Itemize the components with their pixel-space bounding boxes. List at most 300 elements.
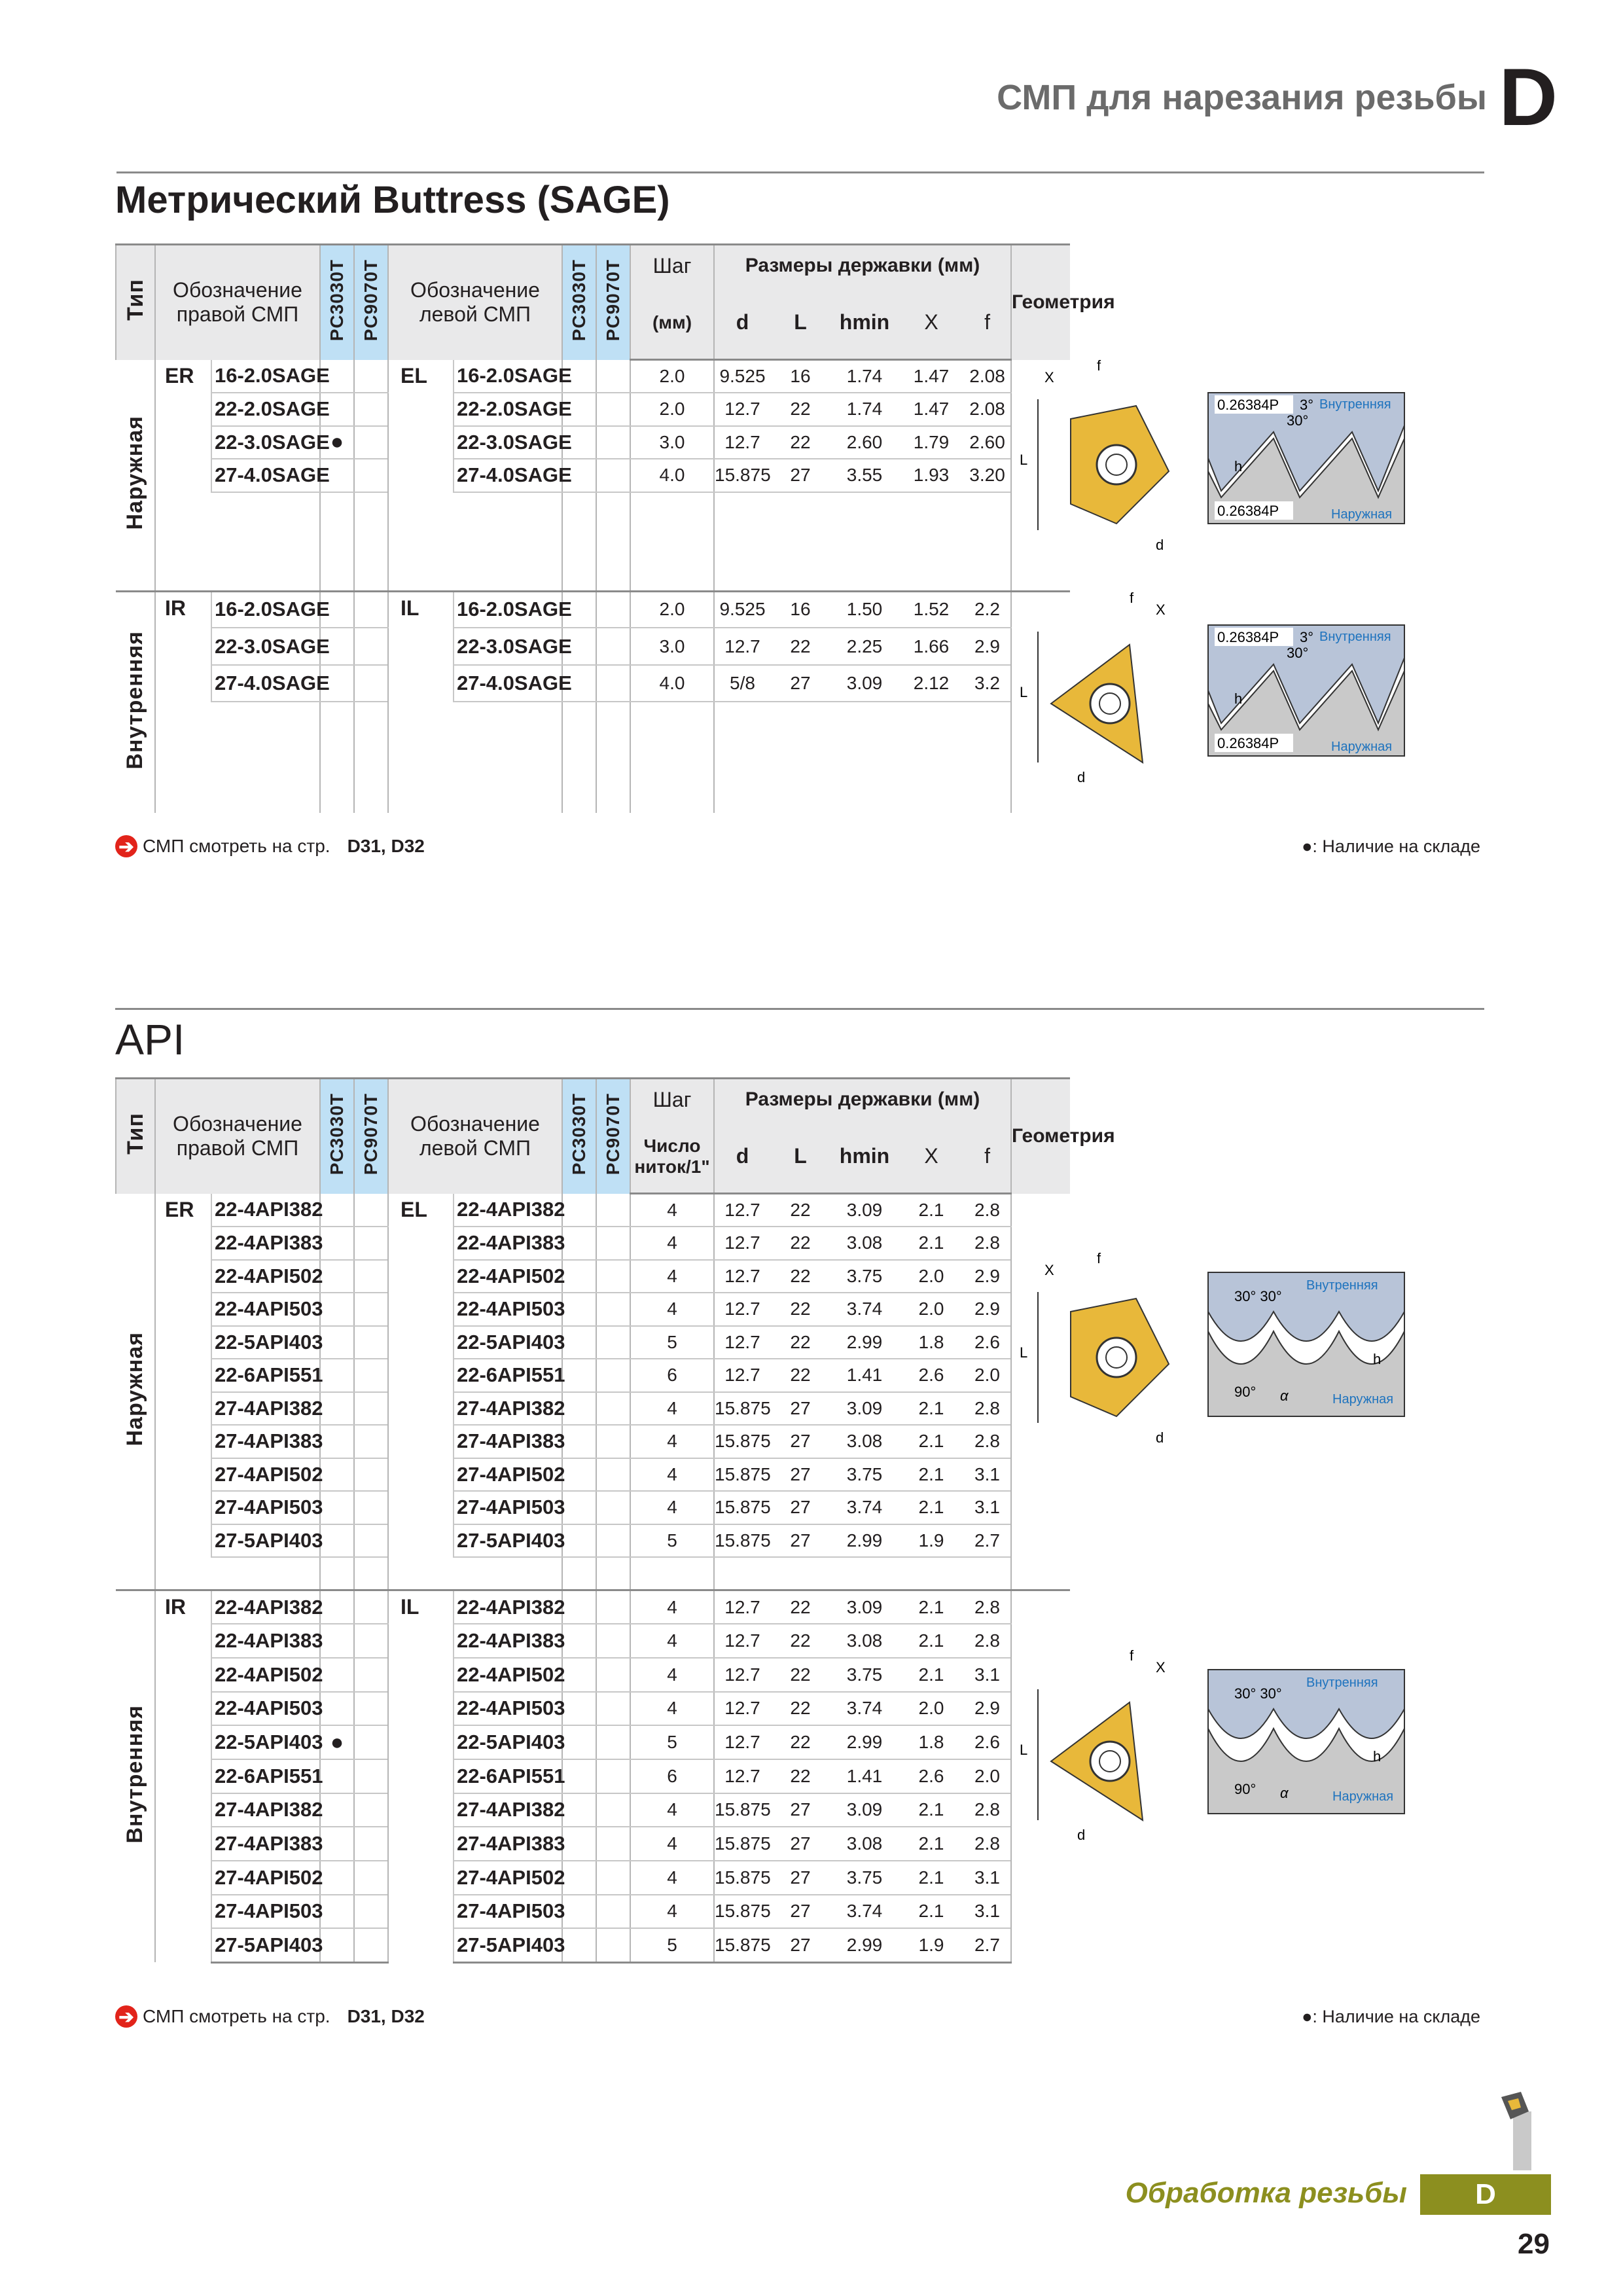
empty-cell: [714, 702, 770, 738]
empty-cell: [964, 1557, 1011, 1590]
dim-l-value: 27: [770, 1793, 830, 1827]
stock-mark-pc3030t: [562, 1590, 596, 1624]
left-insert-code[interactable]: 16-2.0SAGE: [454, 360, 562, 393]
dim-d-value: 12.7: [714, 426, 770, 459]
right-insert-code[interactable]: 22-4API502: [211, 1260, 320, 1293]
dim-h-value: 2.60: [830, 426, 899, 459]
column-header-grade-g2: [596, 245, 630, 360]
dim-f-value: 2.8: [964, 1793, 1011, 1827]
dim-d-value: 12.7: [714, 1590, 770, 1624]
right-insert-code[interactable]: 22-6API551: [211, 1759, 320, 1793]
dim-f-value: 3.2: [964, 665, 1011, 702]
stock-mark-pc3030t: [562, 1895, 596, 1929]
api-section-title: API: [115, 1015, 185, 1064]
thread-profile-drawing: [1208, 1272, 1404, 1416]
dim-x-value: 2.1: [899, 1827, 964, 1861]
right-insert-code[interactable]: 27-5API403: [211, 1524, 320, 1558]
stock-mark-pc3030t: [562, 1260, 596, 1293]
dim-x-value: 2.1: [899, 1624, 964, 1658]
stock-mark-pc9070t: [354, 1524, 388, 1558]
empty-cell: [770, 558, 830, 592]
right-insert-code[interactable]: 27-4.0SAGE: [211, 665, 320, 702]
dim-d-value: 12.7: [714, 1759, 770, 1793]
empty-cell: [830, 558, 899, 592]
dim-x-value: 2.0: [899, 1293, 964, 1326]
stock-mark-pc9070t: [596, 1928, 630, 1962]
row-group-type-label: Внутренняя: [122, 630, 147, 770]
right-insert-code[interactable]: 22-4API502: [211, 1658, 320, 1692]
api-table: [115, 1077, 1491, 1964]
right-insert-code[interactable]: 22-3.0SAGE: [211, 628, 320, 664]
right-insert-code[interactable]: 22-5API403: [211, 1725, 320, 1759]
stock-mark-pc9070t: [354, 393, 388, 426]
dim-f-value: 3.1: [964, 1491, 1011, 1524]
left-prefix: IL: [388, 1590, 454, 1963]
arrow-right-circle-icon: ➔: [115, 2005, 137, 2028]
stock-mark-pc9070t: [596, 1458, 630, 1492]
empty-cell: [320, 739, 354, 776]
left-insert-code[interactable]: 22-4API503: [454, 1692, 562, 1726]
svg-text:Наружная: Наружная: [1332, 1391, 1394, 1407]
empty-cell: [211, 525, 320, 558]
stock-mark-pc3030t: [320, 1793, 354, 1827]
stock-mark-pc9070t: [354, 1725, 388, 1759]
dim-h-value: 3.74: [830, 1895, 899, 1929]
dim-x-value: 1.8: [899, 1725, 964, 1759]
right-insert-code[interactable]: 27-4API502: [211, 1861, 320, 1895]
dim-d-value: 12.7: [714, 1658, 770, 1692]
empty-cell: [630, 739, 714, 776]
svg-text:X: X: [1044, 368, 1054, 386]
page-number: 29: [1518, 2228, 1550, 2260]
stock-mark-pc3030t: ●: [320, 1725, 354, 1759]
left-insert-code[interactable]: 27-4API503: [454, 1491, 562, 1524]
empty-cell: [596, 702, 630, 738]
stock-mark-pc3030t: [320, 1293, 354, 1326]
right-insert-code[interactable]: 22-4API503: [211, 1692, 320, 1726]
dim-h-value: 3.75: [830, 1458, 899, 1492]
empty-cell: [596, 525, 630, 558]
empty-cell: [320, 1557, 354, 1590]
dim-f-value: 2.6: [964, 1725, 1011, 1759]
dim-d-value: 15.875: [714, 1524, 770, 1558]
dim-h-value: 3.74: [830, 1491, 899, 1524]
svg-text:L: L: [1020, 1742, 1028, 1758]
dim-x-value: 2.1: [899, 1491, 964, 1524]
left-insert-code[interactable]: 27-4API382: [454, 1392, 562, 1426]
svg-text:30° 30°: 30° 30°: [1234, 1287, 1282, 1304]
grade-label: PC3030T: [327, 1092, 347, 1175]
pitch-value: 2.0: [630, 591, 714, 628]
stock-mark-pc3030t: [562, 1326, 596, 1359]
column-header-pitch: Шаг: [630, 245, 714, 287]
dim-x-value: 2.1: [899, 1793, 964, 1827]
right-insert-code[interactable]: 22-4API383: [211, 1624, 320, 1658]
stock-mark-pc3030t: [320, 1861, 354, 1895]
right-insert-code[interactable]: 22-4API382: [211, 1194, 320, 1227]
grade-label: PC3030T: [327, 259, 347, 341]
empty-cell: [770, 1557, 830, 1590]
stock-mark-pc9070t: [354, 1425, 388, 1458]
stock-mark-pc3030t: [562, 1827, 596, 1861]
empty-cell: [770, 525, 830, 558]
left-insert-code[interactable]: 22-3.0SAGE: [454, 628, 562, 664]
empty-cell: [354, 739, 388, 776]
right-insert-code[interactable]: 27-4.0SAGE: [211, 459, 320, 492]
grade-label: PC3030T: [569, 259, 589, 341]
pitch-value: 4: [630, 1692, 714, 1726]
note-pages[interactable]: D31, D32: [347, 2006, 425, 2026]
column-header-dims: Размеры державки (мм): [714, 1079, 1011, 1121]
stock-mark-pc9070t: [596, 1895, 630, 1929]
empty-cell: [899, 558, 964, 592]
svg-text:f: f: [1130, 589, 1134, 606]
empty-cell: [320, 525, 354, 558]
dim-x-value: 2.6: [899, 1359, 964, 1392]
left-insert-code[interactable]: 27-4API382: [454, 1793, 562, 1827]
dim-d-value: 15.875: [714, 1458, 770, 1492]
column-header-type-label: Тип: [122, 279, 148, 321]
stock-mark-pc9070t: [596, 1326, 630, 1359]
empty-cell: [596, 558, 630, 592]
empty-cell: [714, 525, 770, 558]
thread-profile-drawing: [1208, 625, 1404, 756]
stock-mark-pc9070t: [354, 1624, 388, 1658]
svg-text:30° 30°: 30° 30°: [1234, 1685, 1282, 1702]
svg-text:30°: 30°: [1287, 412, 1309, 429]
right-insert-code[interactable]: 16-2.0SAGE: [211, 360, 320, 393]
left-insert-code[interactable]: 27-4.0SAGE: [454, 665, 562, 702]
column-header-f: f: [964, 1121, 1011, 1194]
column-header-l: L: [770, 1121, 830, 1194]
column-header-type: [116, 1079, 155, 1194]
dim-f-value: 2.9: [964, 628, 1011, 664]
stock-mark-pc9070t: [354, 459, 388, 492]
left-insert-code[interactable]: 22-4API502: [454, 1260, 562, 1293]
pitch-value: 3.0: [630, 628, 714, 664]
column-header-d: d: [714, 1121, 770, 1194]
right-insert-code[interactable]: 22-4API383: [211, 1227, 320, 1260]
right-insert-code[interactable]: 27-4API503: [211, 1491, 320, 1524]
dim-l-value: 27: [770, 1895, 830, 1929]
pitch-value: 4: [630, 1658, 714, 1692]
dim-l-value: 16: [770, 591, 830, 628]
pitch-value: 5: [630, 1928, 714, 1962]
right-insert-code[interactable]: 27-4API383: [211, 1827, 320, 1861]
right-prefix: IR: [155, 591, 211, 813]
pitch-value: 2.0: [630, 393, 714, 426]
svg-text:90°: 90°: [1234, 1383, 1257, 1400]
stock-mark-pc3030t: [320, 1827, 354, 1861]
dim-x-value: 1.47: [899, 360, 964, 393]
dim-d-value: 9.525: [714, 360, 770, 393]
pitch-value: 4: [630, 1194, 714, 1227]
stock-mark-pc9070t: [354, 1227, 388, 1260]
right-insert-code[interactable]: 27-4API503: [211, 1895, 320, 1929]
dim-h-value: 2.99: [830, 1928, 899, 1962]
svg-text:X: X: [1156, 1659, 1166, 1676]
dim-l-value: 22: [770, 426, 830, 459]
table-row: [116, 1590, 1490, 1624]
pitch-value: 4: [630, 1861, 714, 1895]
stock-mark-pc3030t: [320, 1928, 354, 1962]
dim-d-value: 12.7: [714, 1725, 770, 1759]
dim-d-value: 15.875: [714, 1928, 770, 1962]
stock-mark-pc9070t: [354, 1590, 388, 1624]
empty-cell: [714, 492, 770, 526]
column-header-hmin: hmin: [830, 1121, 899, 1194]
column-header-right-insert: Обозначение правой СМП: [155, 1079, 320, 1194]
column-header-grade-g1: [320, 1079, 354, 1194]
pitch-value: 6: [630, 1359, 714, 1392]
header-rule: [116, 171, 1484, 173]
left-insert-code[interactable]: 27-4API383: [454, 1425, 562, 1458]
dim-x-value: 1.66: [899, 628, 964, 664]
dim-l-value: 27: [770, 1458, 830, 1492]
stock-mark-pc9070t: [354, 360, 388, 393]
right-insert-code[interactable]: 22-4API503: [211, 1293, 320, 1326]
dim-x-value: 1.9: [899, 1524, 964, 1558]
stock-mark-pc3030t: [562, 1293, 596, 1326]
left-insert-code[interactable]: 22-4API503: [454, 1293, 562, 1326]
dim-d-value: 15.875: [714, 1491, 770, 1524]
dim-h-value: 3.09: [830, 665, 899, 702]
dim-h-value: 1.41: [830, 1759, 899, 1793]
dim-d-value: 5/8: [714, 665, 770, 702]
dim-h-value: 2.99: [830, 1524, 899, 1558]
dim-x-value: 2.0: [899, 1260, 964, 1293]
stock-mark-pc9070t: [596, 1392, 630, 1426]
svg-text:L: L: [1020, 1344, 1028, 1361]
pitch-value: 6: [630, 1759, 714, 1793]
dim-h-value: 2.99: [830, 1725, 899, 1759]
stock-mark-pc9070t: [354, 665, 388, 702]
stock-mark-pc9070t: [354, 1895, 388, 1929]
dim-h-value: 3.09: [830, 1392, 899, 1426]
stock-mark-pc9070t: [596, 1624, 630, 1658]
stock-mark-pc9070t: [596, 426, 630, 459]
svg-text:d: d: [1077, 1827, 1086, 1843]
row-group-type: [116, 591, 155, 813]
pitch-value: 4: [630, 1293, 714, 1326]
stock-mark-pc9070t: [596, 1793, 630, 1827]
left-insert-code[interactable]: 16-2.0SAGE: [454, 591, 562, 628]
column-header-geometry: Геометрия: [1011, 1079, 1070, 1194]
empty-cell: [454, 776, 562, 812]
dim-h-value: 3.08: [830, 1827, 899, 1861]
right-insert-code[interactable]: 16-2.0SAGE: [211, 591, 320, 628]
dim-h-value: 3.08: [830, 1425, 899, 1458]
svg-text:f: f: [1130, 1647, 1134, 1664]
empty-cell: [320, 702, 354, 738]
left-insert-code[interactable]: 22-4API382: [454, 1590, 562, 1624]
stock-mark-pc3030t: [320, 1458, 354, 1492]
empty-cell: [211, 492, 320, 526]
empty-cell: [830, 739, 899, 776]
right-prefix: IR: [155, 1590, 211, 1963]
left-insert-code[interactable]: 22-4API383: [454, 1624, 562, 1658]
dim-f-value: 2.08: [964, 393, 1011, 426]
left-insert-code[interactable]: 22-4API383: [454, 1227, 562, 1260]
empty-cell: [454, 702, 562, 738]
stock-mark-pc9070t: [596, 1293, 630, 1326]
row-group-type: [116, 360, 155, 592]
stock-mark-pc9070t: [596, 1590, 630, 1624]
stock-mark-pc9070t: [596, 665, 630, 702]
grade-label: PC9070T: [361, 1092, 381, 1175]
left-insert-code[interactable]: 27-5API403: [454, 1524, 562, 1558]
right-insert-code[interactable]: 22-6API551: [211, 1359, 320, 1392]
note-see-text: СМП смотреть на стр.: [143, 2006, 330, 2026]
right-insert-code[interactable]: 27-4API382: [211, 1793, 320, 1827]
left-insert-code[interactable]: 27-4API383: [454, 1827, 562, 1861]
empty-cell: [964, 739, 1011, 776]
right-prefix: ER: [165, 363, 194, 387]
empty-cell: [211, 1557, 320, 1590]
right-insert-code[interactable]: 27-4API382: [211, 1392, 320, 1426]
dim-f-value: 2.2: [964, 591, 1011, 628]
left-insert-code[interactable]: 27-4API502: [454, 1861, 562, 1895]
column-header-pitch: Шаг: [630, 1079, 714, 1121]
dim-f-value: 2.0: [964, 1359, 1011, 1392]
svg-text:h: h: [1373, 1350, 1382, 1367]
dim-f-value: 2.8: [964, 1624, 1011, 1658]
stock-mark-pc9070t: [354, 1928, 388, 1962]
column-header-grade-g2: [354, 245, 388, 360]
empty-cell: [630, 702, 714, 738]
left-insert-code[interactable]: 22-2.0SAGE: [454, 393, 562, 426]
dim-d-value: 9.525: [714, 591, 770, 628]
insert-drawing: [1020, 1250, 1169, 1446]
dim-d-value: 12.7: [714, 1692, 770, 1726]
column-header-d: d: [714, 287, 770, 360]
empty-cell: [454, 525, 562, 558]
svg-text:3°: 3°: [1300, 628, 1314, 645]
left-insert-code[interactable]: 27-4.0SAGE: [454, 459, 562, 492]
svg-text:0.26384P: 0.26384P: [1217, 502, 1279, 519]
column-header-grade-g2: [354, 1079, 388, 1194]
column-header-grade-g1: [562, 1079, 596, 1194]
empty-cell: [354, 1557, 388, 1590]
left-insert-code[interactable]: 22-4API382: [454, 1194, 562, 1227]
dim-x-value: 2.1: [899, 1458, 964, 1492]
svg-text:Наружная: Наружная: [1331, 507, 1393, 522]
empty-cell: [630, 525, 714, 558]
left-insert-code[interactable]: 27-4API502: [454, 1458, 562, 1492]
dim-x-value: 2.1: [899, 1658, 964, 1692]
right-insert-code[interactable]: 22-3.0SAGE: [211, 426, 320, 459]
right-insert-code[interactable]: 22-2.0SAGE: [211, 393, 320, 426]
right-insert-code[interactable]: 22-5API403: [211, 1326, 320, 1359]
svg-text:90°: 90°: [1234, 1781, 1257, 1797]
stock-mark-pc9070t: [596, 1725, 630, 1759]
empty-cell: [320, 558, 354, 592]
geometry-diagram-int: [1011, 589, 1393, 813]
stock-mark-pc3030t: [562, 1759, 596, 1793]
empty-cell: [454, 492, 562, 526]
stock-mark-pc3030t: [320, 1227, 354, 1260]
empty-cell: [562, 492, 596, 526]
row-group-type-label: Наружная: [122, 1332, 147, 1446]
right-insert-code[interactable]: 27-4API383: [211, 1425, 320, 1458]
left-insert-code[interactable]: 27-5API403: [454, 1928, 562, 1962]
empty-cell: [830, 702, 899, 738]
stock-mark-pc9070t: [596, 360, 630, 393]
stock-mark-pc9070t: [596, 591, 630, 628]
column-header-right-insert: Обозначение правой СМП: [155, 245, 320, 360]
dim-f-value: 2.08: [964, 360, 1011, 393]
dim-h-value: 3.74: [830, 1293, 899, 1326]
dim-d-value: 12.7: [714, 1227, 770, 1260]
page-header-letter: D: [1499, 52, 1558, 143]
note-pages[interactable]: D31, D32: [347, 836, 425, 856]
dim-x-value: 1.93: [899, 459, 964, 492]
svg-text:Наружная: Наружная: [1331, 739, 1393, 754]
right-insert-code[interactable]: 27-5API403: [211, 1928, 320, 1962]
dim-f-value: 3.1: [964, 1658, 1011, 1692]
stock-mark-pc3030t: ●: [320, 426, 354, 459]
stock-mark-pc9070t: [596, 1260, 630, 1293]
left-insert-code[interactable]: 22-3.0SAGE: [454, 426, 562, 459]
pitch-value: 4: [630, 1425, 714, 1458]
page-header-title: СМП для нарезания резьбы: [997, 78, 1487, 117]
stock-mark-pc9070t: [596, 1227, 630, 1260]
stock-mark-pc9070t: [354, 1293, 388, 1326]
threading-tool-icon: [1482, 2092, 1541, 2174]
left-insert-code[interactable]: 22-5API403: [454, 1725, 562, 1759]
right-insert-code[interactable]: 22-4API382: [211, 1590, 320, 1624]
stock-mark-pc9070t: [354, 1793, 388, 1827]
empty-cell: [899, 702, 964, 738]
empty-cell: [596, 776, 630, 812]
dim-d-value: 12.7: [714, 1293, 770, 1326]
right-insert-code[interactable]: 27-4API502: [211, 1458, 320, 1492]
empty-cell: [899, 1557, 964, 1590]
stock-mark-pc9070t: [596, 1425, 630, 1458]
dim-f-value: 2.8: [964, 1590, 1011, 1624]
dim-f-value: 2.9: [964, 1692, 1011, 1726]
left-insert-code[interactable]: 27-4API503: [454, 1895, 562, 1929]
insert-drawing: [1020, 1647, 1166, 1843]
dim-d-value: 15.875: [714, 1425, 770, 1458]
dim-l-value: 22: [770, 1260, 830, 1293]
empty-cell: [770, 702, 830, 738]
dim-d-value: 12.7: [714, 1260, 770, 1293]
pitch-value: 4: [630, 1392, 714, 1426]
empty-cell: [596, 1557, 630, 1590]
empty-cell: [830, 492, 899, 526]
left-insert-code[interactable]: 22-5API403: [454, 1326, 562, 1359]
left-insert-code[interactable]: 22-6API551: [454, 1759, 562, 1793]
empty-cell: [830, 776, 899, 812]
dim-h-value: 3.74: [830, 1692, 899, 1726]
stock-mark-pc3030t: [562, 1359, 596, 1392]
empty-cell: [211, 739, 320, 776]
dim-f-value: 2.9: [964, 1293, 1011, 1326]
stock-mark-pc9070t: [596, 1827, 630, 1861]
svg-text:0.26384P: 0.26384P: [1217, 734, 1279, 751]
grade-label: PC9070T: [361, 259, 381, 341]
empty-cell: [596, 739, 630, 776]
dim-d-value: 15.875: [714, 1827, 770, 1861]
empty-cell: [964, 492, 1011, 526]
left-insert-code[interactable]: 22-6API551: [454, 1359, 562, 1392]
row-group-type: [116, 1194, 155, 1590]
dim-f-value: 2.60: [964, 426, 1011, 459]
left-insert-code[interactable]: 22-4API502: [454, 1658, 562, 1692]
empty-cell: [596, 492, 630, 526]
stock-mark-pc3030t: [562, 1928, 596, 1962]
